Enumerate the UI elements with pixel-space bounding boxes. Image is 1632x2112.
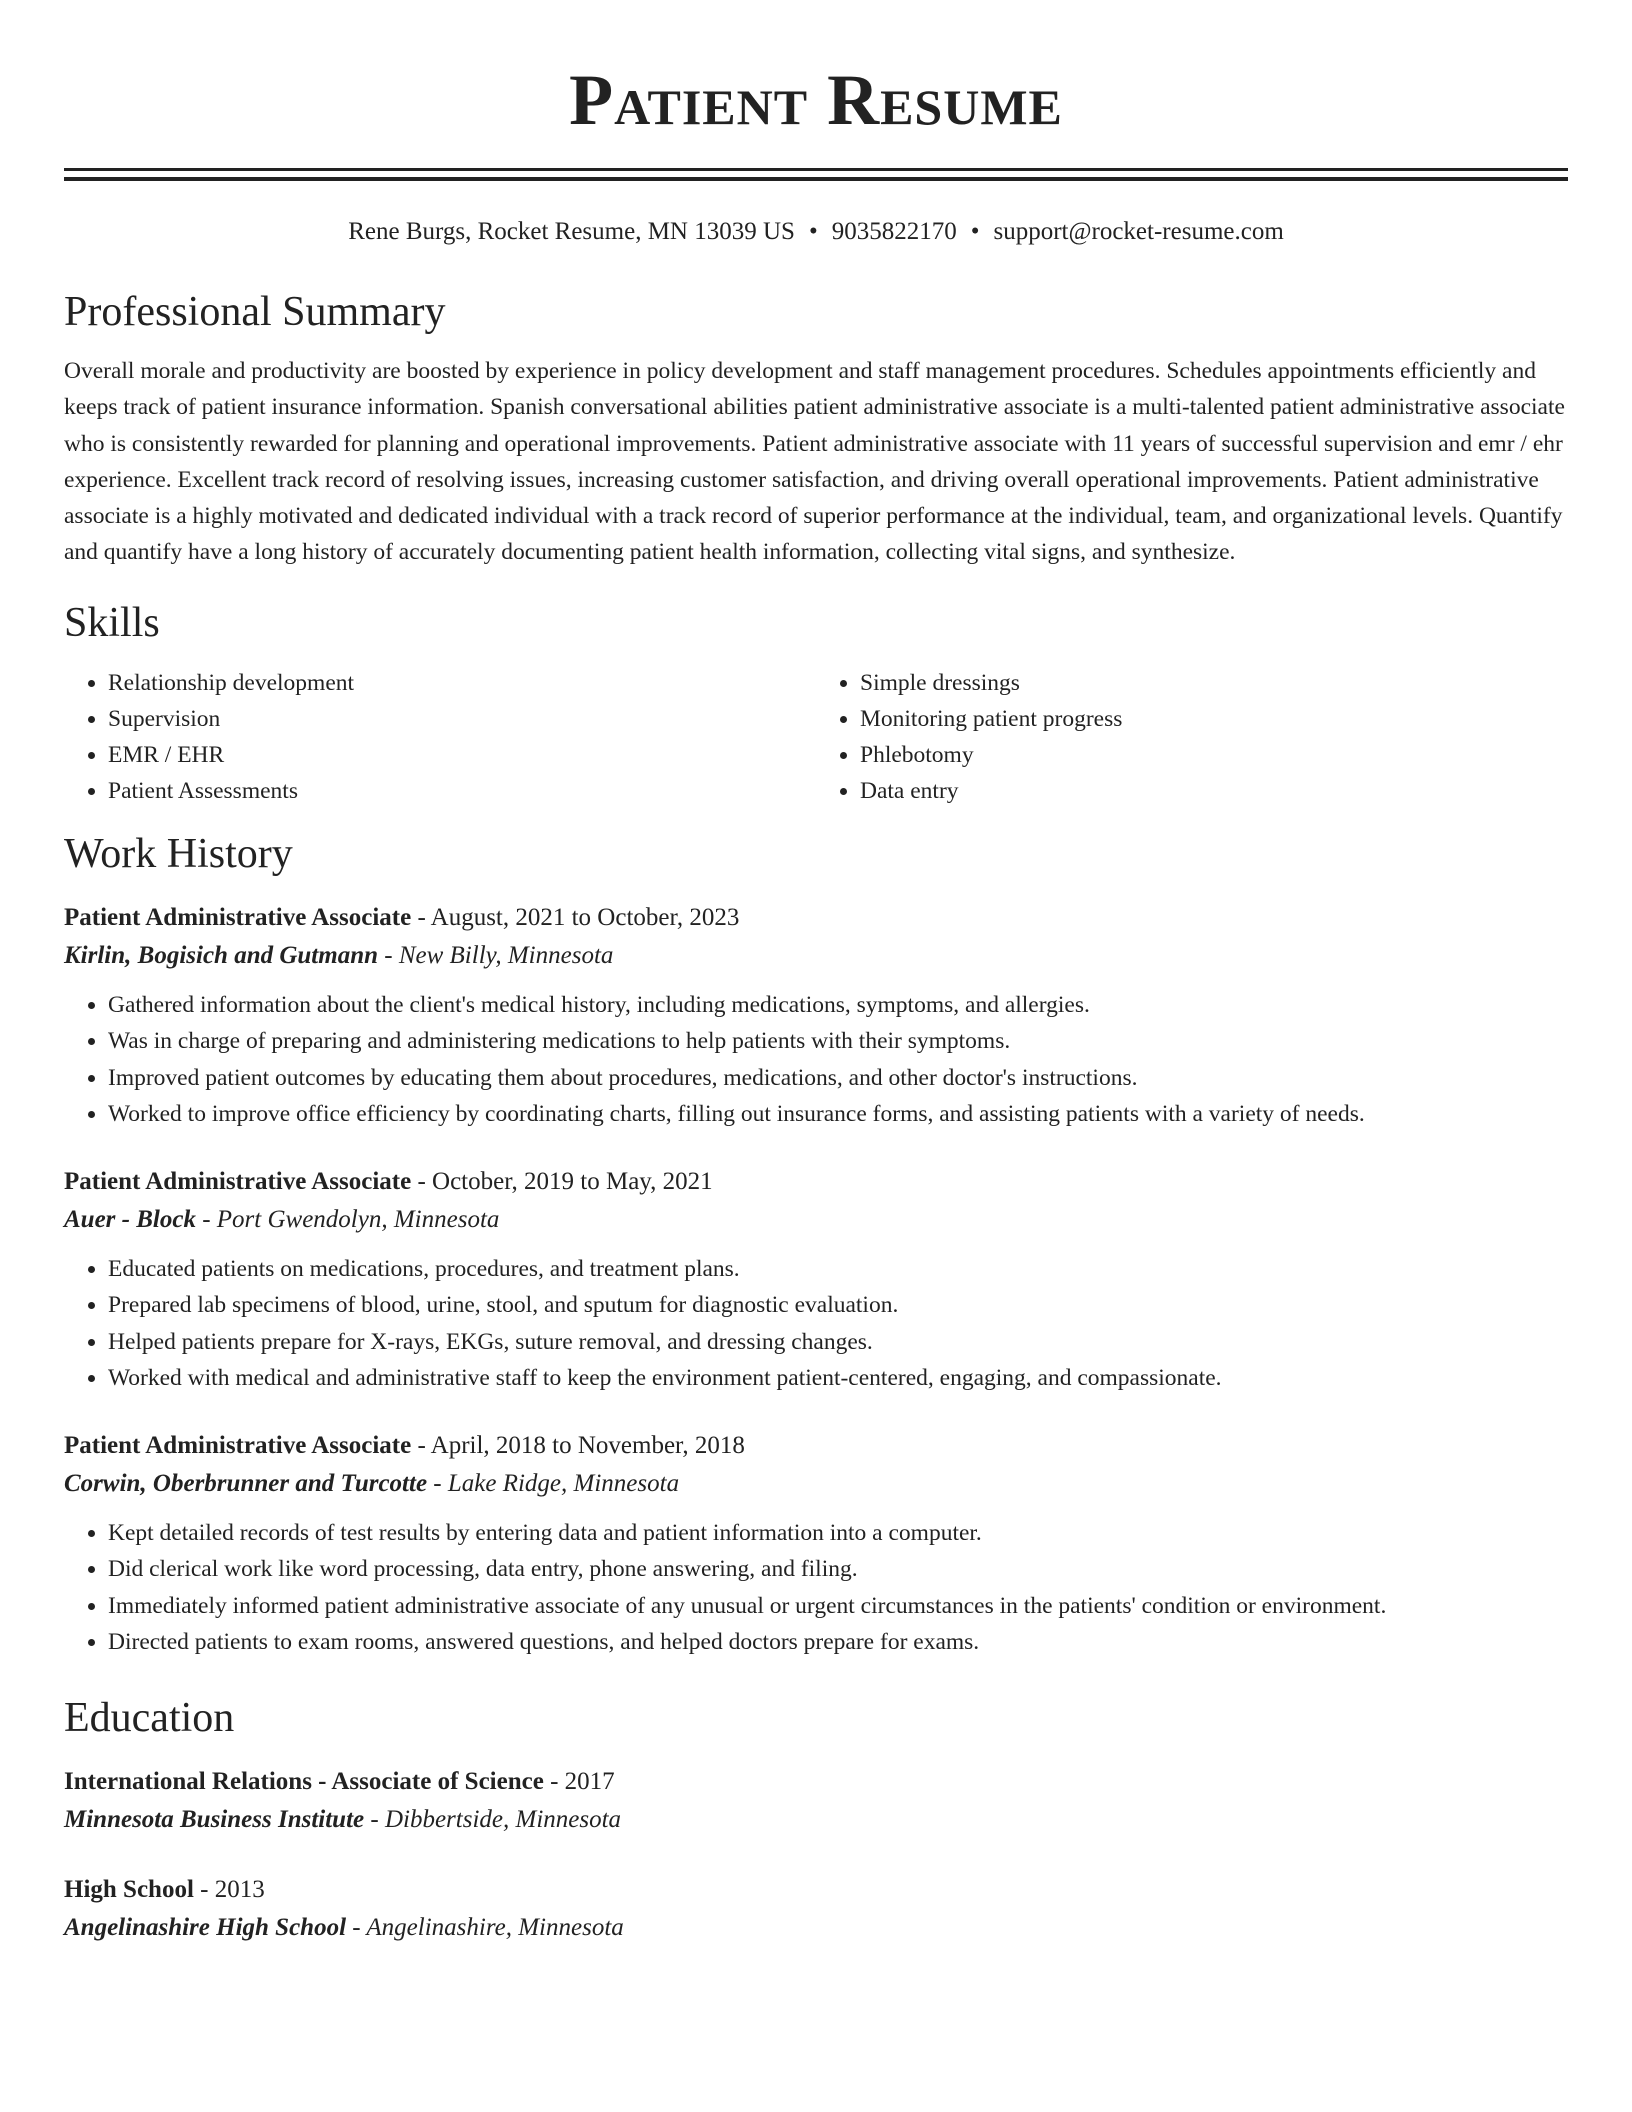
education-entry (64, 1763, 1568, 1839)
contact-line (64, 217, 1568, 247)
page-title: Patient Resume (569, 60, 1063, 140)
job-location: - Lake Ridge, Minnesota (427, 1469, 680, 1497)
job-header (64, 1427, 1568, 1465)
job-bullet: • Worked to improve office efficiency by coordinating charts, filling out insurance forms, and assisting patients with a variety of needs. (108, 1096, 1568, 1133)
title-divider-thick (64, 168, 1568, 171)
education-year: - 2013 (193, 1875, 265, 1903)
job-bullet: • Did clerical work like word processing, data entry, phone answering, and filing. (108, 1551, 1568, 1588)
job-dates: - October, 2019 to May, 2021 (411, 1167, 713, 1195)
contact-address: Rene Burgs, Rocket Resume, MN 13039 US (348, 218, 795, 245)
job-entry (64, 1427, 1568, 1661)
education-school-line (64, 1909, 1568, 1947)
skills-column-left (64, 665, 816, 809)
education-school: Minnesota Business Institute (64, 1805, 365, 1833)
contact-email: support@rocket-resume.com (993, 218, 1284, 245)
skills-heading: Skills (64, 600, 160, 647)
job-bullets (64, 1251, 1568, 1397)
job-bullet: • Gathered information about the client's medical history, including medications, symptoms, and allergies. (108, 987, 1568, 1024)
skill-item: • Relationship development (108, 665, 816, 701)
job-company-line (64, 1465, 1568, 1503)
job-dates: - August, 2021 to October, 2023 (411, 903, 740, 931)
education-degree: High School (64, 1875, 194, 1903)
skills-column-right (816, 665, 1568, 809)
job-company: Corwin, Oberbrunner and Turcotte (64, 1469, 428, 1497)
job-bullet: • Educated patients on medications, procedures, and treatment plans. (108, 1251, 1568, 1288)
education-year: - 2017 (543, 1767, 615, 1795)
job-header (64, 1163, 1568, 1201)
contact-separator: • (808, 218, 818, 245)
job-bullet: • Improved patient outcomes by educating them about procedures, medications, and other doctor's instructions. (108, 1060, 1568, 1097)
title-divider-thin (64, 177, 1568, 181)
skill-item: • Monitoring patient progress (860, 701, 1568, 737)
job-company: Auer - Block (64, 1205, 196, 1233)
job-entry (64, 899, 1568, 1133)
job-title: Patient Administrative Associate (64, 1431, 412, 1459)
job-bullets (64, 987, 1568, 1133)
education-header (64, 1871, 1568, 1909)
skill-item: • Data entry (860, 773, 1568, 809)
education-location: - Angelinashire, Minnesota (346, 1913, 624, 1941)
summary-heading: Professional Summary (64, 289, 446, 335)
job-bullet: • Helped patients prepare for X-rays, EKGs, suture removal, and dressing changes. (108, 1324, 1568, 1361)
job-bullet: • Was in charge of preparing and administering medications to help patients with their symptoms. (108, 1023, 1568, 1060)
education-header (64, 1763, 1568, 1801)
job-header (64, 899, 1568, 937)
education-heading: Education (64, 1694, 235, 1741)
skills-list (64, 665, 1568, 809)
job-company: Kirlin, Bogisich and Gutmann (64, 941, 379, 969)
education-entry (64, 1871, 1568, 1947)
job-location: - Port Gwendolyn, Minnesota (195, 1205, 500, 1233)
job-company-line (64, 1201, 1568, 1239)
contact-separator: • (970, 218, 980, 245)
skill-item: • EMR / EHR (108, 737, 816, 773)
skill-item: • Phlebotomy (860, 737, 1568, 773)
work-history-heading: Work History (64, 830, 293, 877)
skill-item: • Supervision (108, 701, 816, 737)
skill-item: • Simple dressings (860, 665, 1568, 701)
contact-phone: 9035822170 (831, 218, 957, 245)
education-school: Angelinashire High School (64, 1913, 347, 1941)
job-dates: - April, 2018 to November, 2018 (411, 1431, 745, 1459)
education-degree: International Relations - Associate of Science (64, 1767, 544, 1795)
job-bullet: • Prepared lab specimens of blood, urine, stool, and sputum for diagnostic evaluation. (108, 1287, 1568, 1324)
skill-item: • Patient Assessments (108, 773, 816, 809)
job-bullets (64, 1515, 1568, 1661)
summary-text: Overall morale and productivity are boosted by experience in policy development and staff management procedures. Schedules appointments efficiently and keeps track of patient insurance information. Spanish conversational abilities patient administrative associate is a multi-talented patient administrative associate who is consistently rewarded for planning and operational improvements. Patient administrative associate with 11 years of successful supervision and emr / ehr experience. Excellent track record of resolving issues, increasing customer satisfaction, and driving overall operational improvements. Patient administrative associate is a highly motivated and dedicated individual with a track record of superior performance at the individual, team, and organizational levels. Quantify and quantify have a long history of accurately documenting patient health information, collecting vital signs, and synthesize. (64, 358, 1565, 566)
job-location: - New Billy, Minnesota (378, 941, 614, 969)
job-bullet: • Kept detailed records of test results by entering data and patient information into a computer. (108, 1515, 1568, 1552)
job-title: Patient Administrative Associate (64, 1167, 412, 1195)
job-company-line (64, 937, 1568, 975)
job-title: Patient Administrative Associate (64, 903, 412, 931)
job-bullet: • Directed patients to exam rooms, answered questions, and helped doctors prepare for exams. (108, 1624, 1568, 1661)
education-school-line (64, 1801, 1568, 1839)
education-location: - Dibbertside, Minnesota (364, 1805, 622, 1833)
job-bullet: • Immediately informed patient administrative associate of any unusual or urgent circumstances in the patients' condition or environment. (108, 1588, 1568, 1625)
job-bullet: • Worked with medical and administrative staff to keep the environment patient-centered, engaging, and compassionate. (108, 1360, 1568, 1397)
job-entry (64, 1163, 1568, 1397)
